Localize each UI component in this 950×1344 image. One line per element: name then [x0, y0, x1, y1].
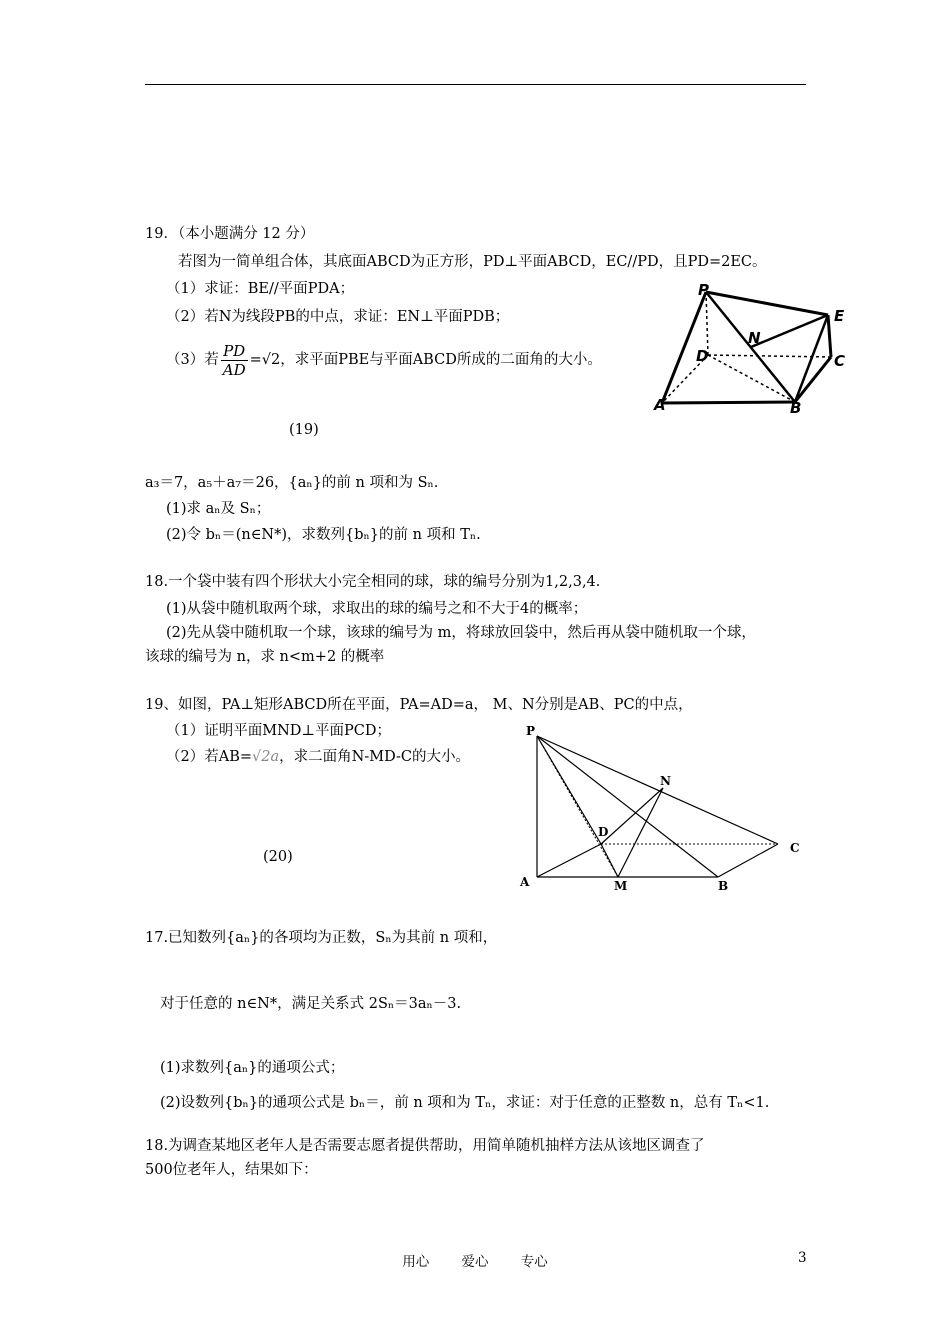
edge-EB: [795, 315, 828, 402]
q18a-line1: 18.一个袋中装有四个形状大小完全相同的球，球的编号分别为1,2,3,4.: [145, 574, 601, 590]
q17a-line2: (1)求 aₙ及 Sₙ；: [166, 501, 271, 517]
q19b-line3: [166, 747, 470, 767]
page-number: 3: [798, 1250, 807, 1266]
q17a-line1: a₃＝7，a₅＋a₇＝26，{aₙ}的前 n 项和为 Sₙ.: [145, 475, 439, 491]
q19a-fraction: [221, 342, 248, 379]
q19a-part3-prefix: （3）若: [166, 352, 219, 368]
q18a-line2: (1)从袋中随机取两个球，求取出的球的编号之和不大于4的概率；: [166, 601, 588, 617]
page-footer: [0, 1250, 950, 1270]
edge-DB: [708, 355, 795, 402]
q19a-part1: （1）求证：BE//平面PDA；: [166, 281, 355, 297]
q17a-line3: (2)令 bₙ＝(n∈N*)，求数列{bₙ}的前 n 项和 Tₙ.: [166, 527, 481, 543]
label-A: A: [520, 875, 530, 889]
label-B: B: [790, 399, 802, 417]
fraction-denominator: AD: [222, 360, 246, 379]
edge-PD: [706, 292, 708, 355]
header-rule: [145, 84, 806, 85]
q19a-figure-caption: (19): [289, 422, 319, 438]
q18a-line4: 该球的编号为 n，求 n<m+2 的概率: [145, 649, 385, 665]
edge-AB: [662, 402, 795, 403]
edge-CB: [795, 357, 831, 402]
fraction-numerator: PD: [221, 342, 248, 361]
q18b-line1: 18.为调查某地区老年人是否需要志愿者提供帮助，用简单随机抽样方法从该地区调查了: [145, 1138, 705, 1154]
q17b-line4: (2)设数列{bₙ}的通项公式是 bₙ＝，前 n 项和为 Tₙ，求证：对于任意的正整数 n，总有 Tₙ<1.: [160, 1095, 770, 1111]
label-E: E: [834, 307, 845, 325]
q19b-figure: [510, 722, 810, 897]
footer-aixin: 爱心: [461, 1254, 489, 1270]
q17b-line3: (1)求数列{aₙ}的通项公式；: [160, 1060, 345, 1076]
q19b-figure-caption: (20): [263, 849, 293, 865]
label-N: N: [748, 329, 761, 347]
q19a-part3-eq: =√2: [249, 352, 281, 368]
edge-PC: [537, 736, 778, 844]
q19b-line3-suffix: ，求二面角N-MD-C的大小。: [279, 749, 470, 765]
edge-MN: [618, 788, 663, 877]
label-D: D: [598, 825, 609, 839]
edge-PE: [706, 292, 828, 315]
label-M: M: [614, 879, 628, 893]
q19a-title: 19．（本小题满分 12 分）: [145, 226, 315, 242]
label-D: D: [696, 347, 709, 365]
label-A: A: [654, 396, 666, 414]
edge-AD: [537, 844, 601, 877]
footer-zhuanxin: 专心: [520, 1254, 548, 1270]
q18b-line2: 500位老年人，结果如下：: [145, 1162, 318, 1178]
label-P: P: [698, 281, 709, 299]
label-C: C: [834, 352, 846, 370]
edge-DN: [601, 788, 663, 844]
footer-yongxin: 用心: [402, 1254, 430, 1270]
q19a-part3-suffix: ，求平面PBE与平面ABCD所成的二面角的大小。: [280, 352, 602, 368]
q19a-figure: [650, 280, 860, 420]
q19a-part3: [166, 340, 602, 380]
edge-PD: [537, 736, 601, 844]
q17b-line1: 17.已知数列{aₙ}的各项均为正数，Sₙ为其前 n 项和，: [145, 930, 498, 946]
edge-PB: [537, 736, 718, 877]
label-N: N: [660, 774, 671, 788]
label-P: P: [526, 724, 536, 738]
edge-BC: [718, 844, 778, 877]
q19a-intro: 若图为一简单组合体，其底面ABCD为正方形，PD⊥平面ABCD，EC//PD，且PD=2EC。: [178, 254, 767, 270]
q19b-line1: 19、如图，PA⊥矩形ABCD所在平面，PA=AD=a， M、N分别是AB、PC的中点，: [145, 697, 693, 713]
label-C: C: [790, 841, 800, 855]
q19b-line2: （1）证明平面MND⊥平面PCD；: [166, 723, 391, 739]
q18a-line3: (2)先从袋中随机取一个球，该球的编号为 m，将球放回袋中，然后再从袋中随机取一个球，: [166, 625, 756, 641]
edge-PB: [706, 292, 795, 402]
q17b-line2: 对于任意的 n∈N*，满足关系式 2Sₙ＝3aₙ－3.: [160, 996, 462, 1012]
q19b-radical: √2a: [252, 749, 280, 765]
q19b-line3-prefix: （2）若AB=: [166, 749, 253, 765]
edge-EC: [828, 315, 831, 357]
label-B: B: [718, 879, 729, 893]
q19a-part2: （2）若N为线段PB的中点，求证：EN⊥平面PDB；: [166, 309, 510, 325]
